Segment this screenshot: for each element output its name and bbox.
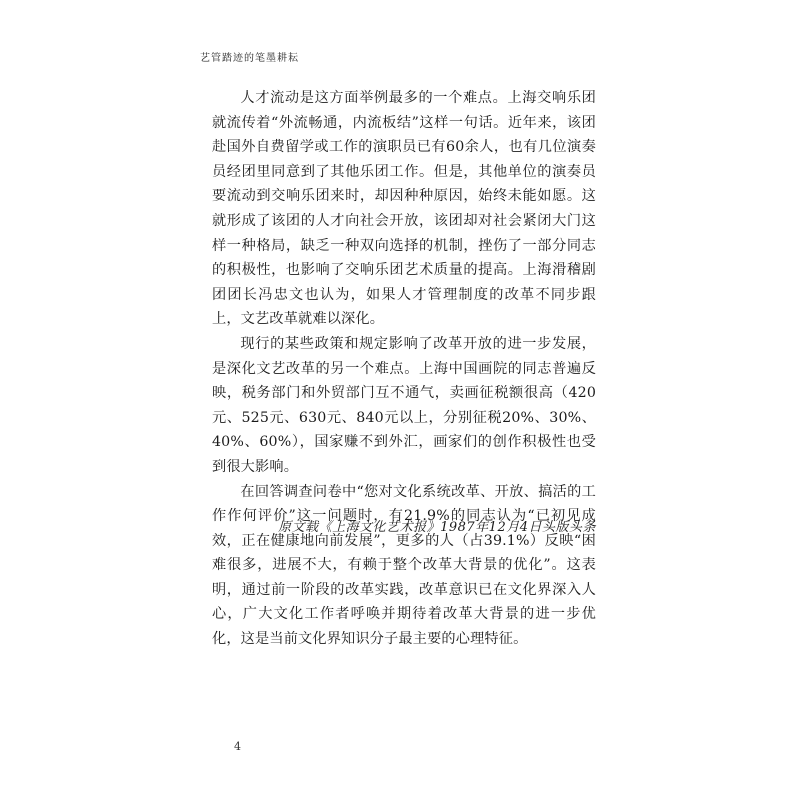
paragraph: 人才流动是这方面举例最多的一个难点。上海交响乐团就流传着“外流畅通，内流板结”这样一句话。近年来，该团赴国外自费留学或工作的演职员已有60余人，也有几位演奏员经团里同意到了其他乐团工作。但是，其他单位的演奏员要流动到交响乐团来时，却因种种原因，始终未能如愿。这就形成了该团的人才向社会开放，该团却对社会紧闭大门这样一种格局，缺乏一种双向选择的机制，挫伤了一部分同志的积极性，也影响了交响乐团艺术质量的提高。上海滑稽剧团团长冯忠文也认为，如果人才管理制度的改革不同步跟上，文艺改革就难以深化。 [212, 90, 596, 328]
source-note: 原文载《上海文化艺术报》1987年12月4日头版头条 [278, 520, 596, 535]
paragraph: 现行的某些政策和规定影响了改革开放的进一步发展，是深化文艺改革的另一个难点。上海中国画院的同志普遍反映，税务部门和外贸部门互不通气，卖画征税额很高（420元、525元、630元、840元以上，分别征税20%、30%、40%、60%），国家赚不到外汇，画家们的创作积极性也受到很大影响。 [212, 335, 596, 475]
page-number: 4 [234, 740, 241, 753]
running-head: 艺管踏迹的笔墨耕耘 [200, 53, 299, 64]
article-body [212, 86, 596, 652]
paragraph: 在回答调查问卷中“您对文化系统改革、开放、搞活的工作作何评价”这一问题时，有21.9%的同志认为“已初见成效，正在健康地向前发展”，更多的人（占39.1%）反映“困难很多，进展不大，有赖于整个改革大背景的优化”。这表明，通过前一阶段的改革实践，改革意识已在文化界深入人心，广大文化工作者呼唤并期待着改革大背景的进一步优化，这是当前文化界知识分子最主要的心理特征。 [212, 483, 596, 648]
